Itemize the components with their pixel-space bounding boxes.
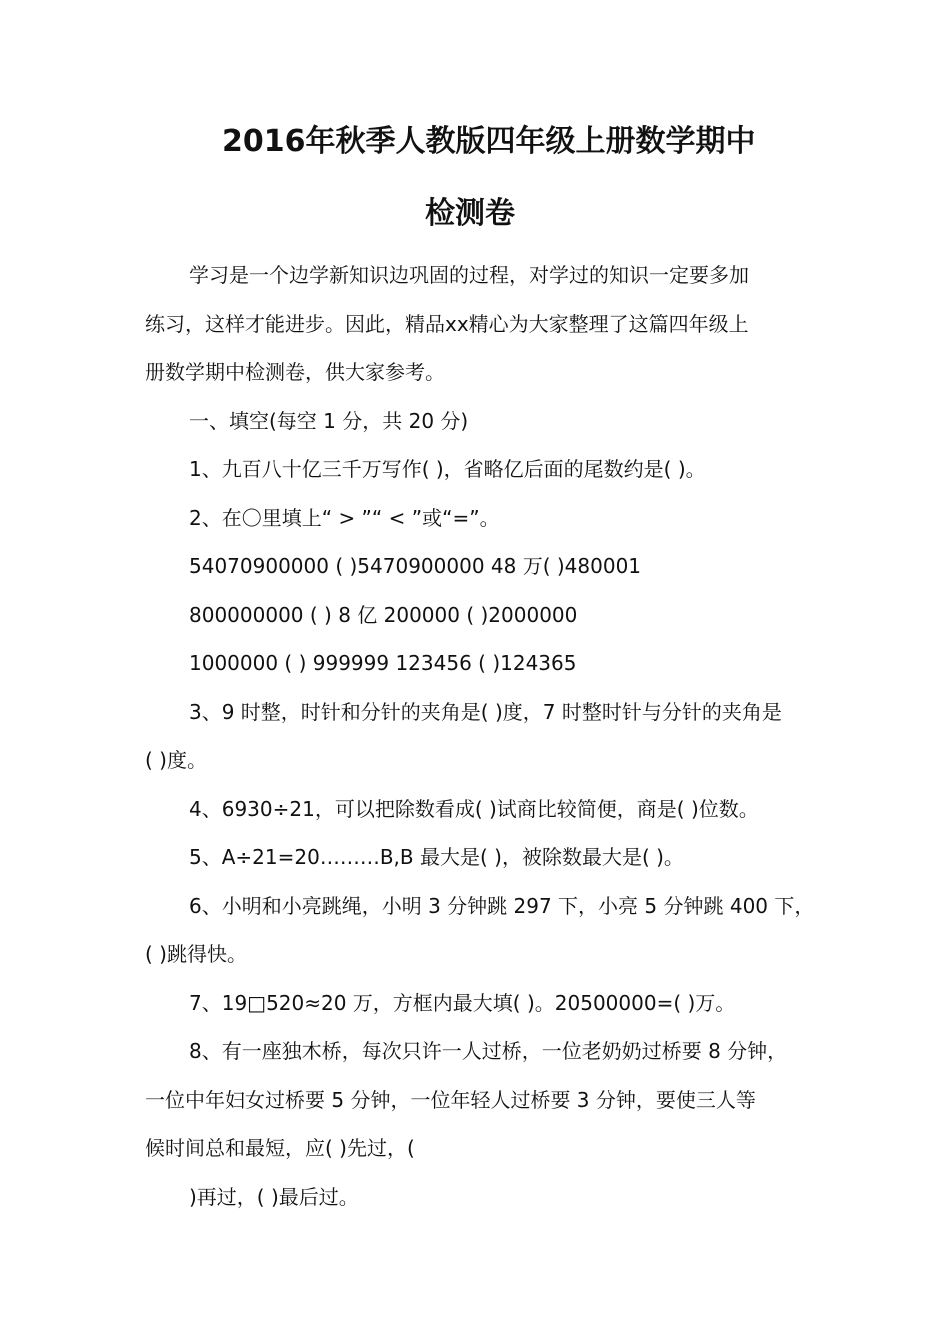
question-2-row-2: 800000000 ( ) 8 亿 200000 ( )2000000 [189, 602, 578, 627]
question-2: 2、在〇里填上“ > ”“ < ”或“=”。 [189, 505, 500, 530]
document-title-line-1: 2016年秋季人教版四年级上册数学期中 [222, 124, 756, 159]
question-8-line-4: )再过，( )最后过。 [189, 1184, 359, 1209]
document-title-line-2: 检测卷 [425, 196, 515, 231]
question-2-row-3: 1000000 ( ) 999999 123456 ( )124365 [189, 651, 577, 675]
intro-line-2: 练习，这样才能进步。因此，精品xx精心为大家整理了这篇四年级上 [145, 311, 749, 336]
question-3-line-1: 3、9 时整，时针和分针的夹角是( )度，7 时整时针与分针的夹角是 [189, 699, 782, 724]
question-6-line-1: 6、小明和小亮跳绳，小明 3 分钟跳 297 下，小亮 5 分钟跳 400 下， [189, 893, 815, 918]
question-7: 7、19□520≈20 万，方框内最大填( )。20500000=( )万。 [189, 990, 736, 1015]
question-8-line-2: 一位中年妇女过桥要 5 分钟，一位年轻人过桥要 3 分钟，要使三人等 [145, 1087, 756, 1112]
question-4: 4、6930÷21，可以把除数看成( )试商比较简便，商是( )位数。 [189, 796, 759, 821]
document-body [145, 251, 813, 1221]
question-2-row-1: 54070900000 ( )5470900000 48 万( )480001 [189, 554, 642, 578]
question-1: 1、九百八十亿三千万写作( )，省略亿后面的尾数约是( )。 [189, 457, 706, 481]
intro-line-1: 学习是一个边学新知识边巩固的过程，对学过的知识一定要多加 [189, 263, 749, 287]
question-8-line-1: 8、有一座独木桥，每次只许一人过桥，一位老奶奶过桥要 8 分钟， [189, 1039, 788, 1063]
section-heading: 一、填空(每空 1 分，共 20 分) [189, 408, 469, 433]
question-3-line-2: ( )度。 [145, 748, 207, 772]
question-6-line-2: ( )跳得快。 [145, 942, 247, 966]
question-8-line-3: 候时间总和最短，应( )先过，( [145, 1136, 415, 1160]
intro-line-3: 册数学期中检测卷，供大家参考。 [145, 360, 445, 384]
question-5: 5、A÷21=20………B,B 最大是( )，被除数最大是( )。 [189, 845, 684, 869]
